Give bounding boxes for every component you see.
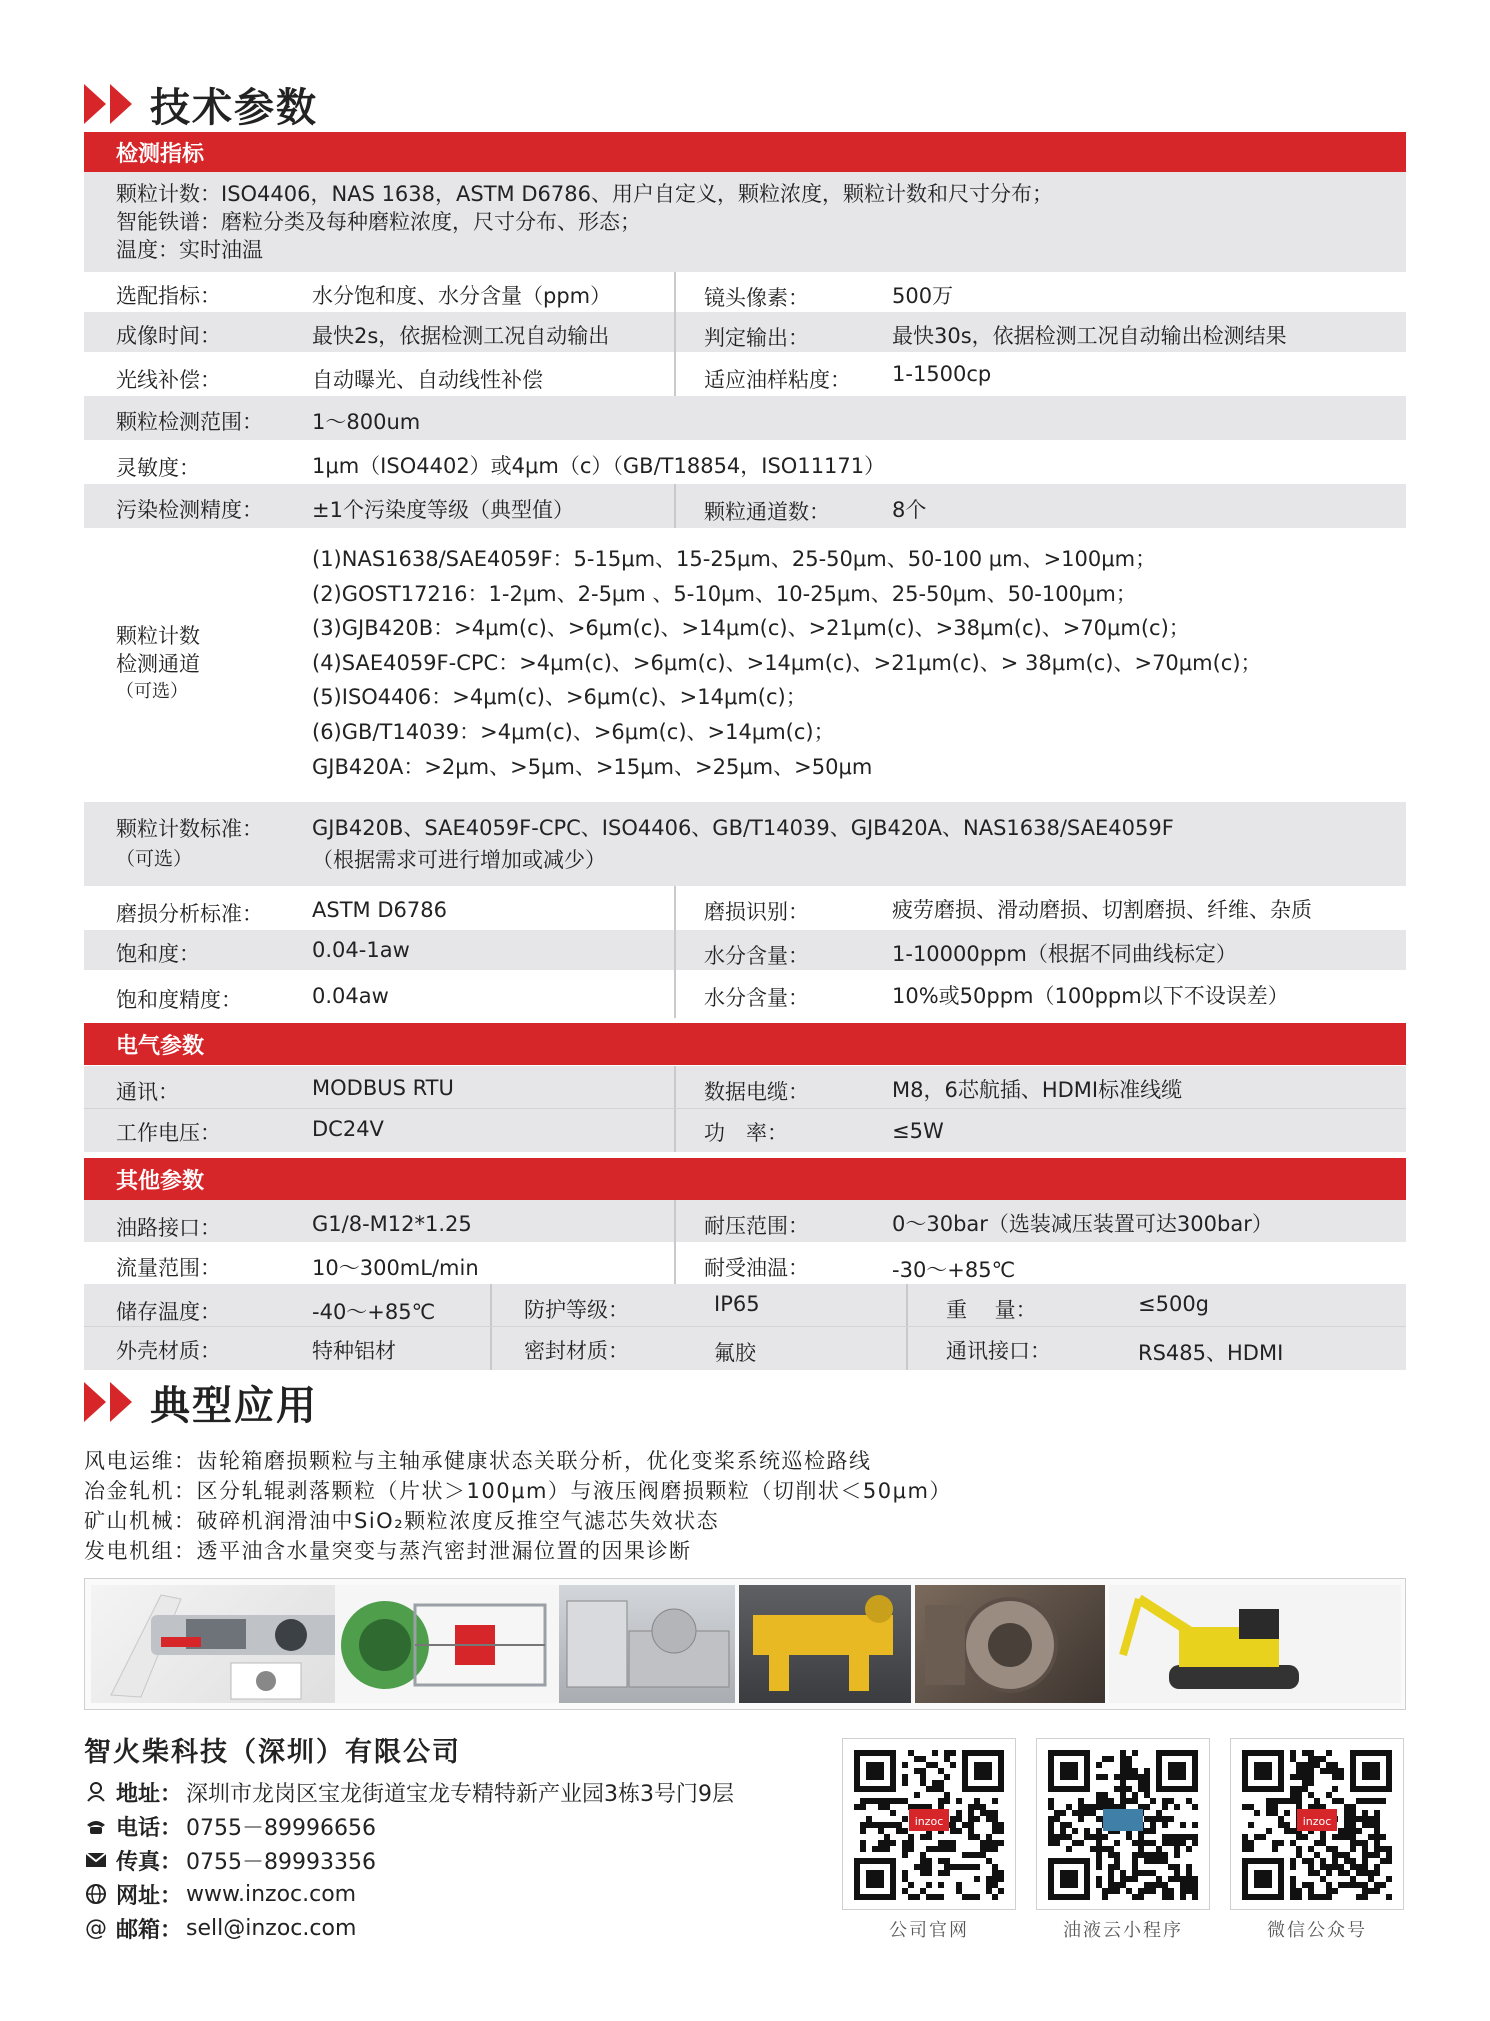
param-row xyxy=(84,440,1406,484)
param-label: 水分含量： xyxy=(704,986,809,1010)
param-label: 流量范围： xyxy=(116,1256,221,1280)
column-divider xyxy=(674,312,676,352)
application-line: 发电机组：透平油含水量突变与蒸汽密封泄漏位置的因果诊断 xyxy=(84,1539,692,1563)
web-key: 网址： xyxy=(116,1883,183,1909)
param-label: 耐压范围： xyxy=(704,1214,809,1238)
column-divider xyxy=(906,1327,908,1370)
channel-line: (6)GB/T14039：>4μm(c)、>6μm(c)、>14μm(c)； xyxy=(312,719,835,744)
column-divider xyxy=(490,1327,492,1370)
applications-list xyxy=(84,1446,952,1566)
standard-values xyxy=(312,812,1174,876)
phone-key: 电话： xyxy=(116,1815,183,1841)
param-label: 光线补偿： xyxy=(116,368,221,392)
param-value: M8，6芯航插、HDMI标准线缆 xyxy=(892,1078,1183,1102)
channel-line: GJB420A：>2μm、>5μm、>15μm、>25μm、>50μm xyxy=(312,754,873,779)
at-sign-icon: @ xyxy=(85,1915,107,1941)
phone-row xyxy=(84,1809,734,1843)
param-value: 0.04-1aw xyxy=(312,938,410,962)
param-label: 数据电缆： xyxy=(704,1080,809,1104)
channel-line: (5)ISO4406：>4μm(c)、>6μm(c)、>14μm(c)； xyxy=(312,685,807,710)
email-key: 邮箱： xyxy=(116,1917,183,1943)
param-label: 饱和度精度： xyxy=(116,988,242,1012)
column-divider xyxy=(674,272,676,312)
column-divider xyxy=(674,886,676,930)
detect-summary xyxy=(84,172,1406,272)
standard-line: GJB420B、SAE4059F-CPC、ISO4406、GB/T14039、GJB420A、NAS1638/SAE4059F xyxy=(312,816,1174,840)
param-label: 镜头像素： xyxy=(704,286,809,310)
qr-code-miniprogram xyxy=(1036,1738,1210,1910)
param-value: 10～300mL/min xyxy=(312,1256,479,1280)
param-row xyxy=(84,352,1406,396)
channel-line: (1)NAS1638/SAE4059F：5-15μm、15-25μm、25-50μm、50-100 μm、>100μm； xyxy=(312,547,1157,571)
standard-label xyxy=(116,814,263,874)
param-label: 适应油样粘度： xyxy=(704,368,851,392)
channels-label-line: 颗粒计数 xyxy=(116,624,200,648)
standard-label-line: 颗粒计数标准： xyxy=(116,817,263,841)
double-chevron-icon xyxy=(84,1382,136,1422)
param-value: 500万 xyxy=(892,284,954,308)
param-value: DC24V xyxy=(312,1117,384,1141)
param-label: 重 量： xyxy=(946,1298,1037,1322)
address-value: 深圳市龙岗区宝龙街道宝龙专精特新产业园3栋3号门9层 xyxy=(186,1781,735,1807)
detect-line: 温度：实时油温 xyxy=(116,238,263,262)
param-value: 水分饱和度、水分含量（ppm） xyxy=(312,284,612,308)
param-row xyxy=(84,970,1406,1018)
param-value: ASTM D6786 xyxy=(312,898,447,922)
svg-text:inzoc: inzoc xyxy=(1302,1815,1332,1828)
channels-label-line: （可选） xyxy=(116,681,188,702)
param-value: ≤5W xyxy=(892,1119,944,1143)
param-value: 0.04aw xyxy=(312,984,389,1008)
param-row xyxy=(84,1108,1406,1152)
phone-value: 0755－89996656 xyxy=(186,1815,376,1841)
fax-value: 0755－89993356 xyxy=(186,1849,376,1875)
column-divider xyxy=(674,1066,676,1108)
qr-caption: 微信公众号 xyxy=(1267,1920,1367,1941)
column-divider xyxy=(674,352,676,396)
param-value: -40～+85℃ xyxy=(312,1300,436,1324)
param-row xyxy=(84,272,1406,312)
param-label: 工作电压： xyxy=(116,1121,221,1145)
param-label: 油路接口： xyxy=(116,1216,221,1240)
detect-line: 智能铁谱：磨粒分类及每种磨粒浓度，尺寸分布、形态； xyxy=(116,210,641,234)
web-value[interactable]: www.inzoc.com xyxy=(186,1881,357,1907)
tech-params-title: 技术参数 xyxy=(150,84,318,131)
address-key: 地址： xyxy=(116,1781,183,1807)
param-label: 通讯接口： xyxy=(946,1339,1051,1363)
qr-caption: 公司官网 xyxy=(889,1920,969,1941)
channels-list xyxy=(312,542,1262,784)
channel-line: (2)GOST17216：1-2μm、2-5μm 、5-10μm、10-25μm、25-50μm、50-100μm； xyxy=(312,581,1137,606)
param-value: IP65 xyxy=(714,1292,760,1316)
apps-heading xyxy=(84,1374,318,1430)
qr-caption: 油液云小程序 xyxy=(1063,1920,1183,1941)
channels-label-line: 检测通道 xyxy=(116,652,200,676)
param-label: 通讯： xyxy=(116,1080,179,1104)
param-row xyxy=(84,1242,1406,1284)
email-row xyxy=(84,1911,734,1945)
column-divider xyxy=(906,1284,908,1326)
param-value: 1-10000ppm（根据不同曲线标定） xyxy=(892,942,1237,966)
param-row xyxy=(84,484,1406,528)
excavator-image xyxy=(1109,1585,1401,1703)
param-value: ±1个污染度等级（典型值） xyxy=(312,498,574,522)
application-line: 冶金轧机：区分轧辊剥落颗粒（片状＞100μm）与液压阀磨损颗粒（切削状＜50μm） xyxy=(84,1479,952,1503)
rolling-mill-image xyxy=(335,1585,560,1703)
channels-block xyxy=(84,528,1406,802)
param-label: 选配指标： xyxy=(116,284,221,308)
column-divider xyxy=(674,1200,676,1242)
param-label: 功 率： xyxy=(704,1121,788,1145)
email-value[interactable]: sell@inzoc.com xyxy=(186,1915,357,1941)
section-band-other: 其他参数 xyxy=(84,1158,1406,1200)
company-info xyxy=(84,1730,734,1945)
param-value: 8个 xyxy=(892,498,927,522)
mail-envelope-icon xyxy=(84,1848,108,1872)
mining-machine-image xyxy=(915,1585,1105,1703)
param-value: 氟胶 xyxy=(714,1341,756,1365)
globe-icon xyxy=(84,1882,108,1906)
param-value: 特种铝材 xyxy=(312,1339,396,1363)
param-label: 外壳材质： xyxy=(116,1339,221,1363)
hydraulic-unit-image xyxy=(739,1585,911,1703)
column-divider xyxy=(674,484,676,528)
detect-line: 颗粒计数：ISO4406，NAS 1638，ASTM D6786、用户自定义，颗粒浓度，颗粒计数和尺寸分布； xyxy=(116,182,1053,206)
web-row xyxy=(84,1877,734,1911)
channel-line: (4)SAE4059F-CPC：>4μm(c)、>6μm(c)、>14μm(c)、>21μm(c)、> 38μm(c)、>70μm(c)； xyxy=(312,650,1262,675)
param-label: 污染检测精度： xyxy=(116,498,263,522)
param-row xyxy=(84,886,1406,930)
param-label: 密封材质： xyxy=(524,1339,629,1363)
param-row xyxy=(84,1200,1406,1242)
fax-key: 传真： xyxy=(116,1849,183,1875)
param-row xyxy=(84,1284,1406,1326)
param-label: 耐受油温： xyxy=(704,1256,809,1280)
param-label: 灵敏度： xyxy=(116,456,200,480)
param-label: 判定输出： xyxy=(704,326,809,350)
section-band-electrical: 电气参数 xyxy=(84,1023,1406,1065)
param-value: 自动曝光、自动线性补偿 xyxy=(312,368,543,392)
fax-row xyxy=(84,1843,734,1877)
param-value: 疲劳磨损、滑动磨损、切割磨损、纤维、杂质 xyxy=(892,898,1312,922)
address-row xyxy=(84,1775,734,1809)
svg-text:inzoc: inzoc xyxy=(914,1815,944,1828)
param-value: RS485、HDMI xyxy=(1138,1341,1284,1365)
param-label: 颗粒通道数： xyxy=(704,500,830,524)
apps-title: 典型应用 xyxy=(150,1382,318,1429)
company-name: 智火柴科技（深圳）有限公司 xyxy=(84,1737,461,1768)
param-row xyxy=(84,930,1406,970)
param-value: 1-1500cp xyxy=(892,362,992,386)
param-label: 饱和度： xyxy=(116,942,200,966)
channel-line: (3)GJB420B：>4μm(c)、>6μm(c)、>14μm(c)、>21μm(c)、>38μm(c)、>70μm(c)； xyxy=(312,616,1190,641)
param-row xyxy=(84,1066,1406,1108)
tech-params-heading xyxy=(84,76,318,132)
application-line: 矿山机械：破碎机润滑油中SiO₂颗粒浓度反推空气滤芯失效状态 xyxy=(84,1509,720,1533)
param-row xyxy=(84,396,1406,440)
param-label: 磨损识别： xyxy=(704,900,809,924)
param-label: 颗粒检测范围： xyxy=(116,410,263,434)
standard-label-line: （可选） xyxy=(116,848,193,870)
param-value: 最快30s，依据检测工况自动输出检测结果 xyxy=(892,324,1287,348)
double-chevron-icon xyxy=(84,84,136,124)
phone-icon xyxy=(84,1814,108,1838)
section-band-detect: 检测指标 xyxy=(84,132,1406,172)
param-label: 防护等级： xyxy=(524,1298,629,1322)
application-image-strip xyxy=(84,1578,1406,1710)
standard-block xyxy=(84,802,1406,886)
param-value: 1μm（ISO4402）或4μm（c）（GB/T18854，ISO11171） xyxy=(312,454,886,478)
param-label: 磨损分析标准： xyxy=(116,902,263,926)
column-divider xyxy=(674,1109,676,1152)
param-row xyxy=(84,1326,1406,1370)
qr-code-wechat xyxy=(1230,1738,1404,1910)
param-value: -30～+85℃ xyxy=(892,1258,1016,1282)
param-value: MODBUS RTU xyxy=(312,1076,454,1100)
param-value: ≤500g xyxy=(1138,1292,1210,1316)
param-label: 成像时间： xyxy=(116,324,221,348)
channels-label xyxy=(116,622,200,706)
param-value: 最快2s，依据检测工况自动输出 xyxy=(312,324,610,348)
location-pin-icon xyxy=(84,1780,108,1804)
standard-line: （根据需求可进行增加或减少） xyxy=(312,848,606,872)
application-line: 风电运维：齿轮箱磨损颗粒与主轴承健康状态关联分析，优化变桨系统巡检路线 xyxy=(84,1449,872,1473)
param-label: 水分含量： xyxy=(704,944,809,968)
qr-code-website xyxy=(842,1738,1016,1910)
column-divider xyxy=(674,970,676,1018)
param-value: 10%或50ppm（100ppm以下不设误差） xyxy=(892,984,1289,1008)
column-divider xyxy=(674,930,676,970)
param-row xyxy=(84,312,1406,352)
compressor-image xyxy=(559,1585,735,1703)
param-value: G1/8-M12*1.25 xyxy=(312,1212,472,1236)
column-divider xyxy=(674,1242,676,1284)
column-divider xyxy=(490,1284,492,1326)
param-value: 0～30bar（选装减压装置可达300bar） xyxy=(892,1212,1273,1236)
param-label: 储存温度： xyxy=(116,1300,221,1324)
param-value: 1～800um xyxy=(312,410,421,434)
